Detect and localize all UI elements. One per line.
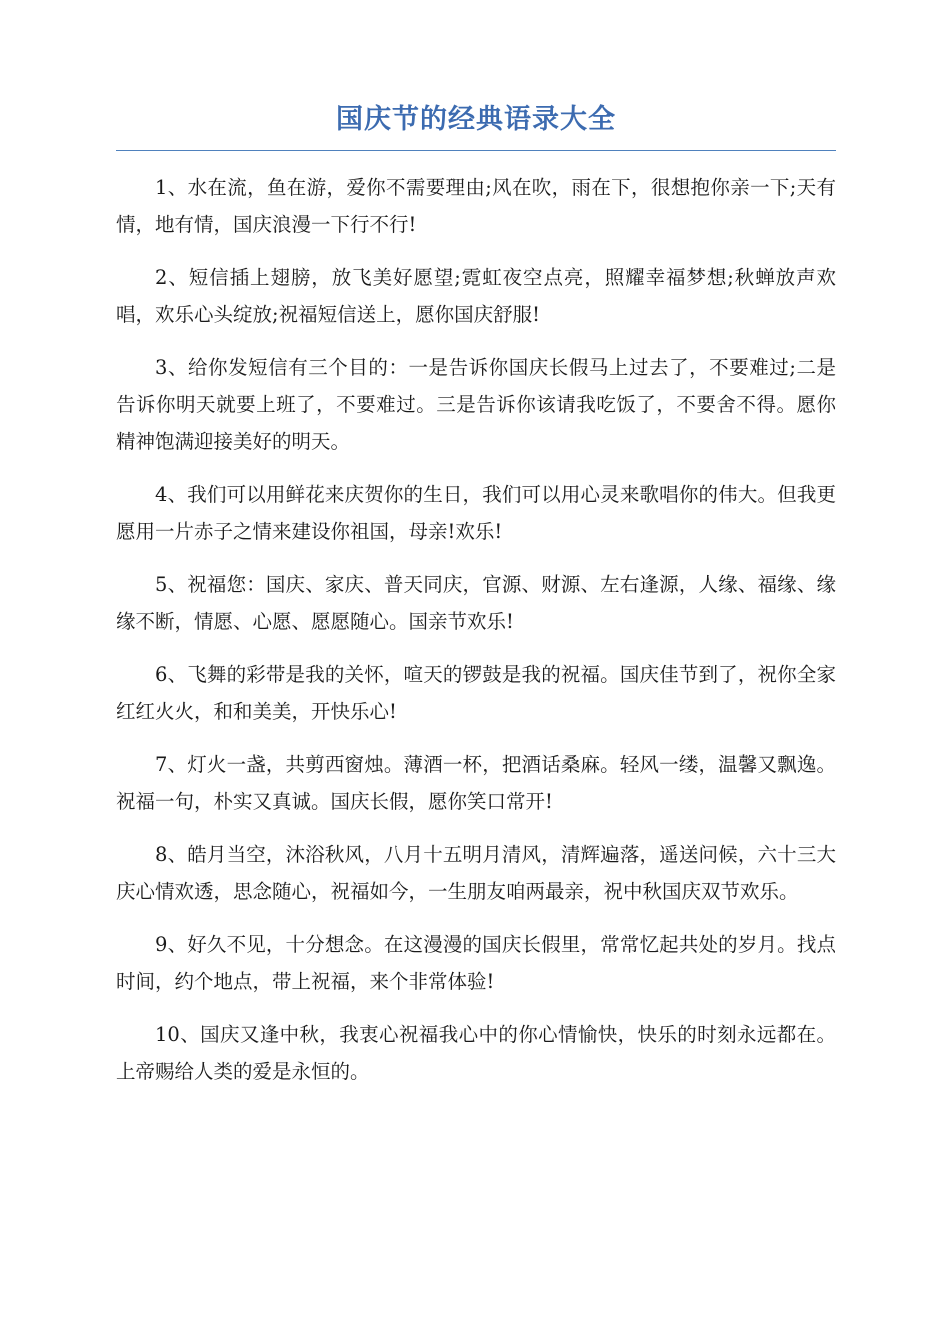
paragraph-1: 1、水在流，鱼在游，爱你不需要理由;风在吹，雨在下，很想抱你亲一下;天有情，地有情，国庆浪漫一下行不行! [116,176,836,236]
paragraph-6: 6、飞舞的彩带是我的关怀，喧天的锣鼓是我的祝福。国庆佳节到了，祝你全家红红火火，和和美美，开快乐心! [116,663,836,723]
paragraph-10: 10、国庆又逢中秋，我衷心祝福我心中的你心情愉快，快乐的时刻永远都在。上帝赐给人类的爱是永恒的。 [116,1023,836,1083]
paragraph-5: 5、祝福您：国庆、家庆、普天同庆，官源、财源、左右逢源，人缘、福缘、缘缘不断，情愿、心愿、愿愿随心。国亲节欢乐! [116,573,836,633]
paragraph-3: 3、给你发短信有三个目的：一是告诉你国庆长假马上过去了，不要难过;二是告诉你明天就要上班了，不要难过。三是告诉你该请我吃饭了，不要舍不得。愿你精神饱满迎接美好的明天。 [116,356,836,453]
paragraph-7: 7、灯火一盏，共剪西窗烛。薄酒一杯，把酒话桑麻。轻风一缕，温馨又飘逸。祝福一句，朴实又真诚。国庆长假，愿你笑口常开! [116,753,836,813]
document-page [116,100,836,1106]
paragraph-9: 9、好久不见，十分想念。在这漫漫的国庆长假里，常常忆起共处的岁月。找点时间，约个地点，带上祝福，来个非常体验! [116,933,836,993]
document-title: 国庆节的经典语录大全 [336,104,616,135]
title-underline [116,150,836,151]
paragraph-2: 2、短信插上翅膀，放飞美好愿望;霓虹夜空点亮，照耀幸福梦想;秋蝉放声欢唱，欢乐心头绽放;祝福短信送上，愿你国庆舒服! [116,266,836,326]
paragraph-4: 4、我们可以用鲜花来庆贺你的生日，我们可以用心灵来歌唱你的伟大。但我更愿用一片赤子之情来建设你祖国，母亲!欢乐! [116,483,836,543]
paragraph-8: 8、皓月当空，沐浴秋风，八月十五明月清风，清辉遍落，遥送问候，六十三大庆心情欢透，思念随心，祝福如今，一生朋友咱两最亲，祝中秋国庆双节欢乐。 [116,843,836,903]
